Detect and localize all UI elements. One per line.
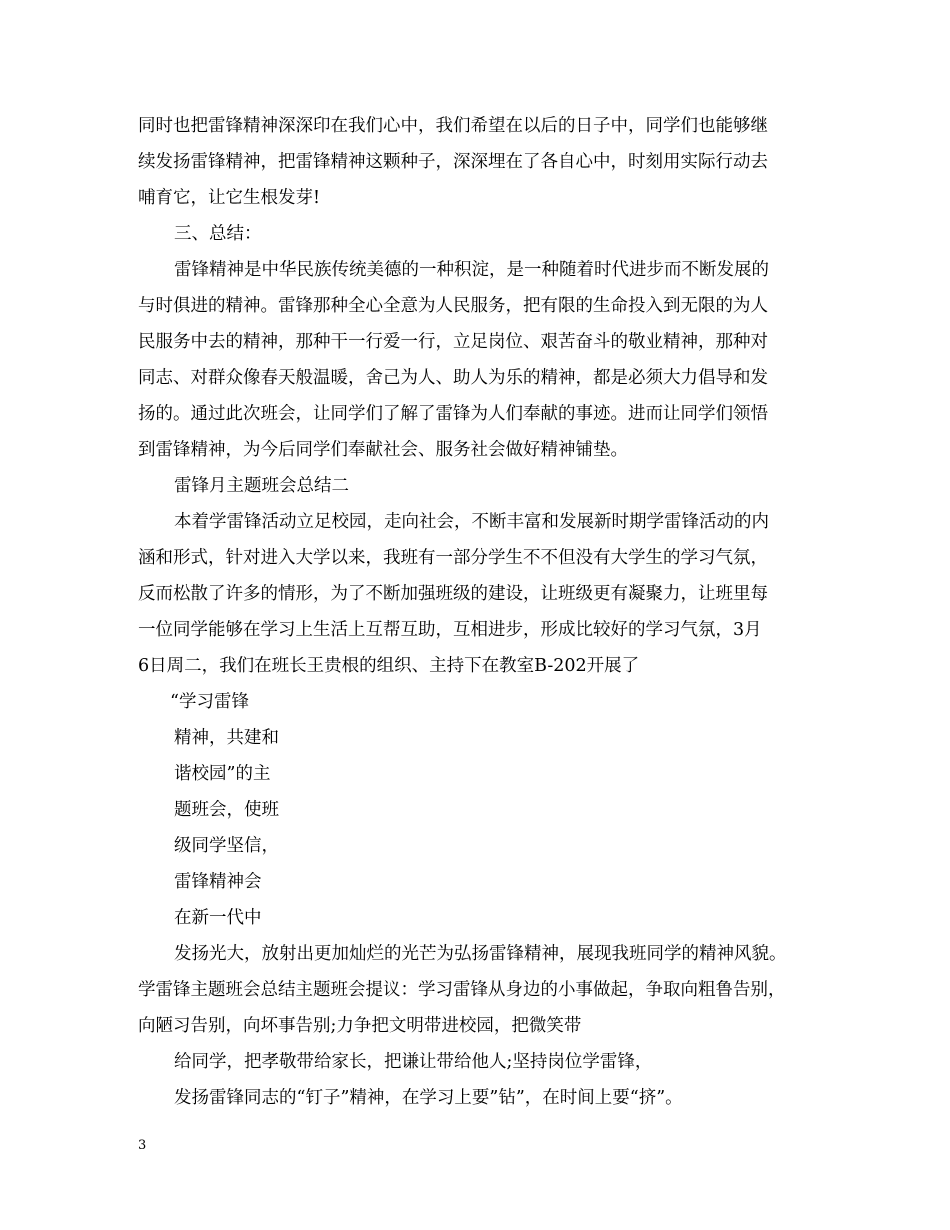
text-line: 在新一代中 (174, 908, 262, 928)
text-line: 发扬雷锋同志的“钉子”精神，在学习上要”钻”，在时间上要“挤”。 (174, 1088, 683, 1108)
page-number: 3 (138, 1138, 147, 1153)
text-line: 扬的。通过此次班会，让同学们了解了雷锋为人们奉献的事迹。进而让同学们领悟 (138, 404, 768, 424)
text-line: 续发扬雷锋精神，把雷锋精神这颗种子，深深埋在了各自心中，时刻用实际行动去 (138, 152, 768, 172)
section-heading: 三、总结： (174, 224, 262, 244)
text-line: 发扬光大，放射出更加灿烂的光芒为弘扬雷锋精神，展现我班同学的精神风貌。 (174, 944, 787, 964)
text-line: 民服务中去的精神，那种干一行爱一行，立足岗位、艰苦奋斗的敬业精神，那种对 (138, 332, 768, 352)
text-line: 与时俱进的精神。雷锋那种全心全意为人民服务，把有限的生命投入到无限的为人 (138, 296, 768, 316)
text-line: 反而松散了许多的情形，为了不断加强班级的建设，让班级更有凝聚力，让班里每 (138, 584, 768, 604)
text-line: 6日周二，我们在班长王贵根的组织、主持下在教室B-202开展了 (138, 656, 640, 676)
text-line: 级同学坚信， (174, 836, 279, 856)
text-line: 向陋习告别，向坏事告别;力争把文明带进校园，把微笑带 (138, 1016, 582, 1036)
text-line: 一位同学能够在学习上生活上互帮互助，互相进步，形成比较好的学习气氛，3月 (138, 620, 762, 640)
section-heading: 雷锋月主题班会总结二 (174, 476, 349, 496)
text-line: “学习雷锋 (170, 692, 249, 712)
text-line: 题班会，使班 (174, 800, 279, 820)
text-line: 雷锋精神是中华民族传统美德的一种积淀，是一种随着时代进步而不断发展的 (174, 260, 769, 280)
text-line: 本着学雷锋活动立足校园，走向社会，不断丰富和发展新时期学雷锋活动的内 (174, 512, 769, 532)
text-line: 精神，共建和 (174, 728, 279, 748)
text-line: 给同学，把孝敬带给家长，把谦让带给他人;坚持岗位学雷锋， (174, 1052, 653, 1072)
text-line: 同时也把雷锋精神深深印在我们心中，我们希望在以后的日子中，同学们也能够继 (138, 116, 768, 136)
text-line: 学雷锋主题班会总结主题班会提议：学习雷锋从身边的小事做起，争取向粗鲁告别， (138, 980, 786, 1000)
text-line: 到雷锋精神，为今后同学们奉献社会、服务社会做好精神铺垫。 (138, 440, 628, 460)
text-line: 哺育它，让它生根发芽! (138, 188, 321, 208)
text-line: 涵和形式，针对进入大学以来，我班有一部分学生不不但没有大学生的学习气氛， (138, 548, 768, 568)
text-line: 雷锋精神会 (174, 872, 262, 892)
text-line: 同志、对群众像春天般温暖，舍己为人、助人为乐的精神，都是必须大力倡导和发 (138, 368, 768, 388)
text-line: 谐校园”的主 (174, 764, 271, 784)
